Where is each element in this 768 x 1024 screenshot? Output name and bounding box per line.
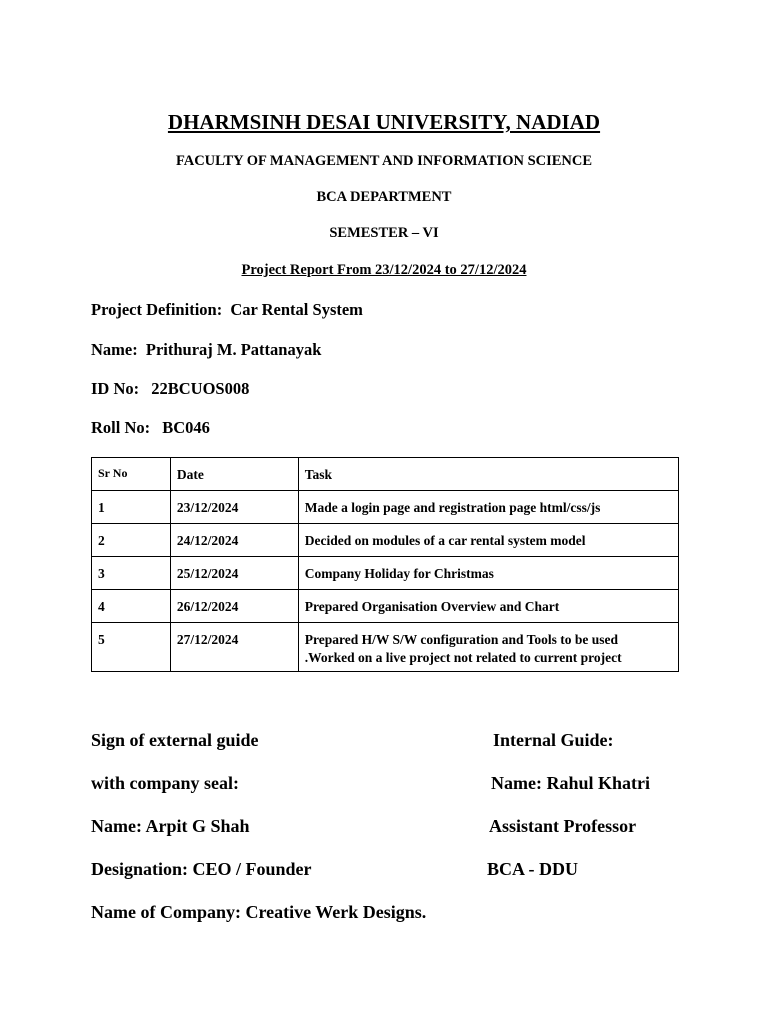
column-header-date: Date: [170, 458, 298, 491]
table-row: [92, 491, 679, 524]
cell-sr-no: 3: [92, 557, 171, 590]
semester-heading: SEMESTER – VI: [329, 225, 439, 241]
student-id: [91, 379, 249, 399]
cell-date: 26/12/2024: [170, 590, 298, 623]
student-name-label: Name:: [91, 340, 138, 359]
cell-date: 27/12/2024: [170, 623, 298, 672]
task-line: Prepared Organisation Overview and Chart: [304, 599, 560, 614]
roll-number-value: BC046: [162, 418, 210, 437]
company-name: Name of Company: Creative Werk Designs.: [91, 902, 427, 922]
column-header-task: Task: [298, 458, 678, 491]
project-definition-label: Project Definition:: [91, 300, 223, 319]
external-guide-sign-label: Sign of external guide: [91, 730, 259, 750]
university-title: DHARMSINH DESAI UNIVERSITY, NADIAD: [167, 110, 601, 134]
roll-number: [91, 418, 210, 438]
cell-task: [298, 491, 678, 524]
cell-sr-no: 2: [92, 524, 171, 557]
cell-task: [298, 524, 678, 557]
cell-date: 23/12/2024: [170, 491, 298, 524]
cell-sr-no: 1: [92, 491, 171, 524]
internal-guide-name: Name: Rahul Khatri: [491, 773, 650, 793]
table-row: [92, 623, 679, 672]
department-heading: BCA DEPARTMENT: [316, 189, 452, 205]
column-header-sr-no: Sr No: [92, 458, 171, 491]
table-header-row: [92, 458, 679, 491]
table-row: [92, 590, 679, 623]
project-definition: [91, 300, 363, 320]
project-definition-value: Car Rental System: [230, 300, 363, 319]
table-row: [92, 557, 679, 590]
cell-task: [298, 557, 678, 590]
student-name: [91, 340, 321, 360]
task-line: Prepared H/W S/W configuration and Tools to be used: [304, 632, 619, 647]
external-guide-seal-label: with company seal:: [91, 773, 239, 793]
cell-task: [298, 590, 678, 623]
internal-guide-heading: Internal Guide:: [493, 730, 614, 750]
external-guide-designation: Designation: CEO / Founder: [91, 859, 312, 879]
internal-guide-department: BCA - DDU: [487, 859, 579, 879]
internal-guide-title: Assistant Professor: [489, 816, 637, 836]
cell-date: 24/12/2024: [170, 524, 298, 557]
faculty-heading: FACULTY OF MANAGEMENT AND INFORMATION SCIENCE: [175, 153, 593, 169]
cell-sr-no: 5: [92, 623, 171, 672]
report-period: Project Report From 23/12/2024 to 27/12/2024: [241, 262, 527, 278]
task-line: Company Holiday for Christmas: [304, 566, 494, 581]
table-row: [92, 524, 679, 557]
task-line: .Worked on a live project not related to current project: [304, 650, 622, 665]
student-id-label: ID No:: [91, 379, 140, 398]
cell-task: [298, 623, 678, 672]
task-line: Decided on modules of a car rental system model: [304, 533, 586, 548]
external-guide-name: Name: Arpit G Shah: [91, 816, 250, 836]
task-line: Made a login page and registration page html/css/js: [304, 500, 601, 515]
cell-sr-no: 4: [92, 590, 171, 623]
cell-date: 25/12/2024: [170, 557, 298, 590]
student-id-value: 22BCUOS008: [151, 379, 250, 398]
work-log-table: [91, 457, 679, 672]
roll-number-label: Roll No:: [91, 418, 151, 437]
student-name-value: Prithuraj M. Pattanayak: [145, 340, 322, 359]
